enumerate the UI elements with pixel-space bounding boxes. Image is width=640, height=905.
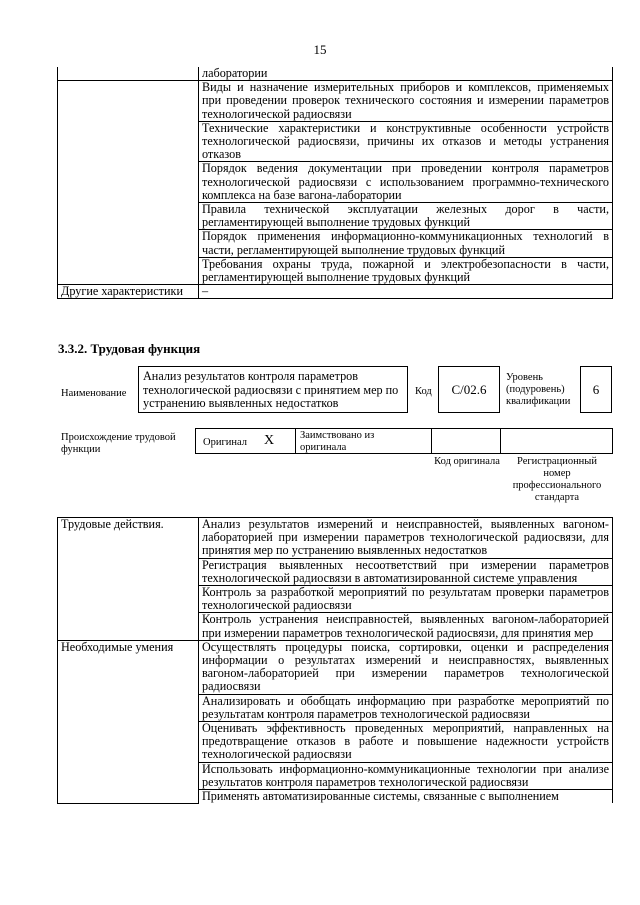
table-row [58,285,613,299]
code-caption: Код оригинала [434,456,500,467]
row-text: Правила технической эксплуатации железных дорог в части, регламентирующей выполнение трудовых функций [199,203,613,230]
row-text: Требования охраны труда, пожарной и электробезопасности в части, регламентирующей выполнение трудовых функций [199,257,613,284]
section-heading: 3.3.2. Трудовая функция [58,341,201,356]
knowledge-table [57,67,613,299]
code-value-box: С/02.6 [438,366,500,413]
row-label [58,121,199,162]
action-item: Анализ результатов измерений и неисправностей, выявленных вагоном-лабораторией при измерении параметров технологической радиосвязи, для принятия мер по устранению выявленных недостатков [199,518,613,559]
function-name-box: Анализ результатов контроля параметров технологической радиосвязи с принятием мер по устранению выявленных недостатков [138,366,408,413]
row-text: Виды и назначение измерительных приборов и комплексов, применяемых при проведении проверок технического состояния и измерении параметров технологической радиосвязи [199,81,613,122]
action-item: Контроль за разработкой мероприятий по результатам проверки параметров технологической радиосвязи [199,586,613,613]
skill-item: Анализировать и обобщать информацию при разработке мероприятий по результатам контроля параметров технологической радиосвязи [199,694,613,721]
original-label: Оригинал [203,437,247,448]
code-label: Код [415,386,432,397]
page-number: 15 [313,42,327,57]
row-label [58,162,199,203]
name-label: Наименование [61,388,127,399]
origin-table [195,428,613,454]
skill-item: Применять автоматизированные системы, связанные с выполнением [199,790,613,804]
row-label: Другие характеристики [58,285,199,299]
skill-item: Использовать информационно-коммуникационные технологии при анализе результатов контроля параметров технологической радиосвязи [199,762,613,789]
section-label: Необходимые умения [58,640,199,803]
row-label [58,81,199,122]
action-item: Контроль устранения неисправностей, выявленных вагоном-лабораторией при измерении параметров технологической радиосвязи, для принятия мер [199,613,613,640]
table-row [58,67,613,81]
table-row [58,640,613,694]
table-row [58,518,613,559]
level-value-box: 6 [580,366,612,413]
row-text: Технические характеристики и конструктивные особенности устройств технологической радиосвязи, причины их отказов и методы устранения отказов [199,121,613,162]
skill-item: Оценивать эффективность проведенных мероприятий, направленных на предотвращение отказов в работе и повышение надежности устройств технологической радиосвязи [199,722,613,763]
table-row [58,81,613,122]
table-row [58,230,613,257]
origin-label: Происхождение трудовой функции [61,432,176,455]
row-label [58,67,199,81]
row-label [58,257,199,284]
table-row [58,203,613,230]
reg-caption: Регистрационный номер профессионального стандарта [512,456,602,503]
actions-table [57,517,613,804]
original-mark: Х [264,433,275,448]
level-label: Уровень (подуровень) квалификации [506,372,571,407]
section-label: Трудовые действия. [58,518,199,641]
row-text: – [199,285,613,299]
table-row [58,121,613,162]
borrowed-label: Заимствовано из оригинала [300,430,375,453]
table-row [58,162,613,203]
action-item: Регистрация выявленных несоответствий при измерении параметров технологической радиосвязи в автоматизированной системе управления [199,558,613,585]
row-text: Порядок ведения документации при проведении контроля параметров технологической радиосвязи с использованием программно-технического комплекса на базе вагона-лаборатории [199,162,613,203]
skill-item: Осуществлять процедуры поиска, сортировки, оценки и распределения информации о результатах измерений и неисправностях, выявленных вагоном-лабораторией при измерении параметров технологической радиосвязи [199,640,613,694]
row-label [58,230,199,257]
row-text: Порядок применения информационно-коммуникационных технологий в части, регламентирующей выполнение трудовых функций [199,230,613,257]
row-text: лаборатории [199,67,613,81]
row-label [58,203,199,230]
table-row [58,257,613,284]
